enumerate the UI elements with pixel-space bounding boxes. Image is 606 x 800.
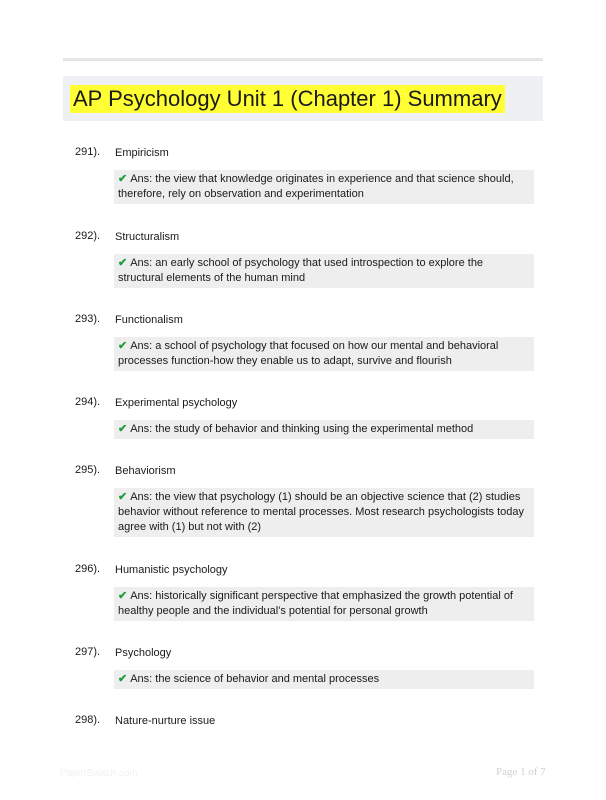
answer-text: the study of behavior and thinking using the experimental method: [155, 423, 474, 435]
answer-box: [114, 488, 534, 537]
answer-text: the view that psychology (1) should be an objective science that (2) studies behavior without reference to mental processes. Most research psychologists today agree with (1) but not with (2): [118, 491, 524, 533]
item-term: Behaviorism: [115, 465, 176, 477]
item-term: Nature-nurture issue: [115, 715, 216, 727]
check-icon: ✔: [118, 673, 128, 685]
answer-prefix: Ans:: [130, 423, 153, 435]
answer-text: an early school of psychology that used introspection to explore the structural elements of the human mind: [118, 257, 484, 284]
item-term: Experimental psychology: [115, 397, 238, 409]
page-number: Page 1 of 7: [496, 766, 546, 778]
answer-box: [114, 254, 534, 288]
item-number: 297).: [75, 646, 101, 658]
footer-watermark: PaperSwitch.com: [60, 768, 138, 779]
answer-prefix: Ans:: [130, 257, 153, 269]
item-number: 291).: [75, 146, 101, 158]
answer-box: [114, 420, 534, 439]
answer-prefix: Ans:: [130, 173, 153, 185]
answer-text: historically significant perspective that emphasized the growth potential of healthy people and the individual's potential for personal growth: [118, 590, 513, 617]
answer-prefix: Ans:: [130, 340, 153, 352]
answer-prefix: Ans:: [130, 673, 153, 685]
check-icon: ✔: [118, 173, 128, 185]
item-term: Psychology: [115, 647, 172, 659]
answer-prefix: Ans:: [130, 491, 153, 503]
item-term: Structuralism: [115, 231, 180, 243]
check-icon: ✔: [118, 590, 128, 602]
answer-text: the science of behavior and mental processes: [155, 673, 380, 685]
top-divider: [63, 58, 543, 61]
item-number: 294).: [75, 396, 101, 408]
check-icon: ✔: [118, 491, 128, 503]
item-term: Humanistic psychology: [115, 564, 228, 576]
item-term: Empiricism: [115, 147, 169, 159]
answer-box: [114, 337, 534, 371]
item-number: 296).: [75, 563, 101, 575]
item-number: 292).: [75, 230, 101, 242]
answer-prefix: Ans:: [130, 590, 153, 602]
answer-text: a school of psychology that focused on how our mental and behavioral processes function-how they enable us to adapt, survive and flourish: [118, 340, 499, 367]
answer-box: [114, 170, 534, 204]
answer-box: [114, 670, 534, 689]
check-icon: ✔: [118, 257, 128, 269]
check-icon: ✔: [118, 423, 128, 435]
answer-text: the view that knowledge originates in experience and that science should, therefore, rely on observation and experimentation: [118, 173, 514, 200]
item-number: 293).: [75, 313, 101, 325]
item-number: 298).: [75, 714, 101, 726]
check-icon: ✔: [118, 340, 128, 352]
item-term: Functionalism: [115, 314, 183, 326]
page-title: AP Psychology Unit 1 (Chapter 1) Summary: [70, 85, 505, 113]
answer-box: [114, 587, 534, 621]
item-number: 295).: [75, 464, 101, 476]
